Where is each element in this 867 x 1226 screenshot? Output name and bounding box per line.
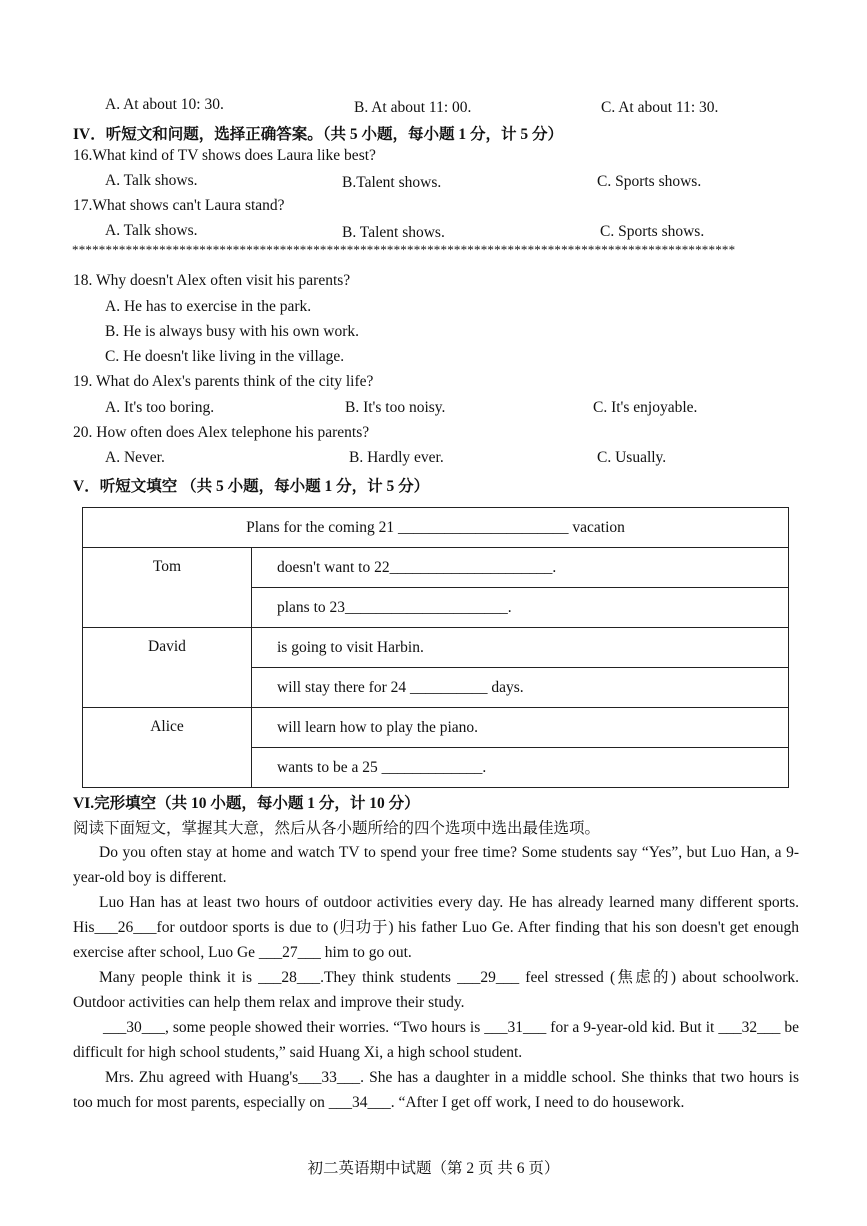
plans-table	[82, 507, 789, 788]
q16-option-a: A. Talk shows.	[105, 172, 198, 189]
q16-option-b: B.Talent shows.	[342, 174, 442, 191]
section6-instruction: 阅读下面短文，掌握其大意，然后从各小题所给的四个选项中选出最佳选项。	[73, 820, 601, 837]
q20-option-a: A. Never.	[105, 449, 165, 466]
table-item: will stay there for 24 __________ days.	[252, 668, 789, 708]
q16-stem: 16.What kind of TV shows does Laura like best?	[73, 147, 376, 164]
q18-stem: 18. Why doesn't Alex often visit his parents?	[73, 272, 351, 289]
q19-stem: 19. What do Alex's parents think of the city life?	[73, 373, 374, 390]
q15-option-c: C. At about 11: 30.	[601, 99, 719, 116]
q17-option-a: A. Talk shows.	[105, 222, 198, 239]
table-item: will learn how to play the piano.	[252, 708, 789, 748]
section4-title: IV．听短文和问题，选择正确答案。（共 5 小题，每小题 1 分，计 5 分）	[73, 126, 563, 143]
q20-option-c: C. Usually.	[597, 449, 667, 466]
page-footer: 初二英语期中试题（第 2 页 共 6 页）	[307, 1160, 560, 1177]
q19-option-a: A. It's too boring.	[105, 399, 215, 416]
table-item: wants to be a 25 _____________.	[252, 748, 789, 788]
section5-title: V．听短文填空 （共 5 小题，每小题 1 分，计 5 分）	[73, 478, 430, 495]
q18-option-b: B. He is always busy with his own work.	[105, 323, 360, 340]
passage-paragraph-5: Mrs. Zhu agreed with Huang's___33___. She has a daughter in a middle school. She thinks that two hours is too much for most parents, especially on ___34___. “After I get off work, I need to do housework.	[73, 1069, 799, 1111]
q17-stem: 17.What shows can't Laura stand?	[73, 197, 285, 214]
table-name-alice: Alice	[83, 708, 252, 788]
passage-paragraph-1: Do you often stay at home and watch TV to spend your free time? Some students say “Yes”, but Luo Han, a 9-year-old boy is different.	[73, 844, 799, 886]
passage-paragraph-3: Many people think it is ___28___.They think students ___29___ feel stressed (焦虑的) about schoolwork. Outdoor activities can help them relax and improve their study.	[73, 969, 799, 1011]
table-item: is going to visit Harbin.	[252, 628, 789, 668]
q18-option-a: A. He has to exercise in the park.	[105, 298, 312, 315]
q19-option-c: C. It's enjoyable.	[593, 399, 698, 416]
q19-option-b: B. It's too noisy.	[345, 399, 446, 416]
q17-option-c: C. Sports shows.	[600, 223, 705, 240]
table-name-david: David	[83, 628, 252, 708]
passage-paragraph-2: Luo Han has at least two hours of outdoor activities every day. He has already learned many different sports. His___26___for outdoor sports is due to (归功于) his father Luo Ge. After finding that his son doesn't get enough exercise after school, Luo Ge ___27___ him to go out.	[73, 894, 799, 961]
table-name-tom: Tom	[83, 548, 252, 628]
q15-option-a: A. At about 10: 30.	[105, 96, 224, 113]
section-separator: ***************************************************************************************************	[72, 242, 736, 257]
table-header: Plans for the coming 21 ______________________ vacation	[83, 508, 789, 548]
table-item: plans to 23_____________________.	[252, 588, 789, 628]
passage-paragraph-4: ___30___, some people showed their worries. “Two hours is ___31___ for a 9-year-old kid. But it ___32___ be difficult for high school students,” said Huang Xi, a high school student.	[73, 1019, 799, 1061]
q16-option-c: C. Sports shows.	[597, 173, 702, 190]
q18-option-c: C. He doesn't like living in the village.	[105, 348, 345, 365]
q17-option-b: B. Talent shows.	[342, 224, 445, 241]
q20-option-b: B. Hardly ever.	[349, 449, 444, 466]
table-item: doesn't want to 22_____________________.	[252, 548, 789, 588]
section6-title: VI.完形填空（共 10 小题，每小题 1 分，计 10 分）	[73, 795, 420, 812]
q20-stem: 20. How often does Alex telephone his parents?	[73, 424, 370, 441]
q15-option-b: B. At about 11: 00.	[354, 99, 472, 116]
